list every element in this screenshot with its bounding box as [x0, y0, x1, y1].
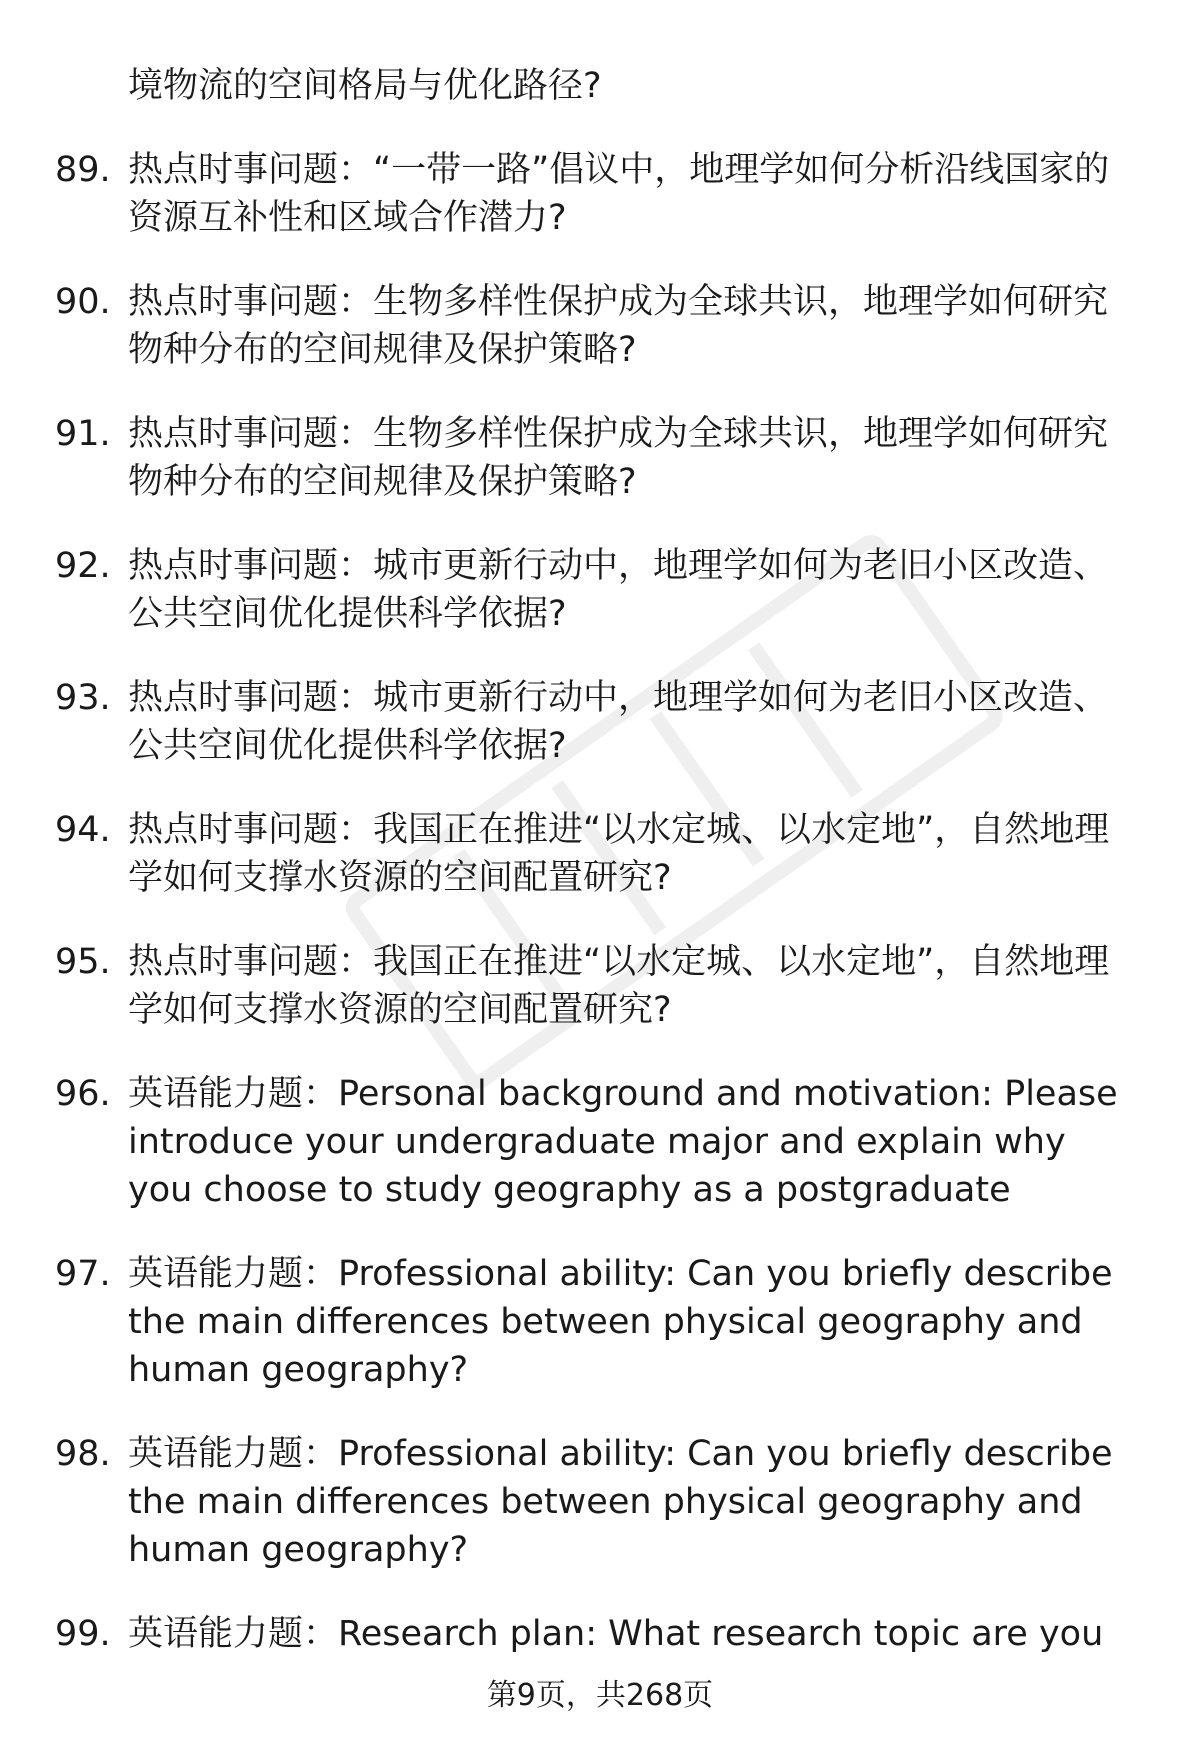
list-item: [55, 146, 1140, 242]
question-number: 93.: [55, 678, 111, 718]
question-text: 英语能力题：Personal background and motivation: Please introduce your undergraduate major and explain why you choose to study geography as a postgraduate: [128, 1074, 1118, 1210]
question-number: 96.: [55, 1074, 111, 1114]
question-text: 境物流的空间格局与优化路径?: [128, 66, 602, 106]
question-text: 英语能力题：Research plan: What research topic are you: [128, 1614, 1104, 1654]
list-item-continuation: [55, 62, 1140, 110]
question-number: 99.: [55, 1614, 111, 1654]
list-item: [55, 410, 1140, 506]
question-text: 热点时事问题：生物多样性保护成为全球共识，地理学如何研究物种分布的空间规律及保护策略?: [128, 282, 1109, 370]
question-text: 热点时事问题：“一带一路”倡议中，地理学如何分析沿线国家的资源互补性和区域合作潜力?: [128, 150, 1110, 238]
question-number: 97.: [55, 1254, 111, 1294]
list-item: [55, 278, 1140, 374]
question-text: 热点时事问题：城市更新行动中，地理学如何为老旧小区改造、公共空间优化提供科学依据?: [128, 678, 1109, 766]
question-text: 热点时事问题：城市更新行动中，地理学如何为老旧小区改造、公共空间优化提供科学依据?: [128, 546, 1109, 634]
list-item: [55, 1430, 1140, 1574]
question-number: 98.: [55, 1434, 111, 1474]
question-text: 热点时事问题：我国正在推进“以水定城、以水定地”，自然地理学如何支撑水资源的空间配置研究?: [128, 942, 1110, 1030]
question-text: 热点时事问题：生物多样性保护成为全球共识，地理学如何研究物种分布的空间规律及保护策略?: [128, 414, 1109, 502]
question-number: 90.: [55, 282, 111, 322]
list-item: [55, 1610, 1140, 1658]
list-item: [55, 938, 1140, 1034]
list-item: [55, 1070, 1140, 1214]
question-number: 91.: [55, 414, 111, 454]
question-number: 95.: [55, 942, 111, 982]
question-text: 英语能力题：Professional ability: Can you briefly describe the main differences between physical geography and human geography?: [128, 1254, 1113, 1390]
list-item: [55, 806, 1140, 902]
question-list: [55, 62, 1140, 1694]
question-number: 89.: [55, 150, 111, 190]
list-item: [55, 674, 1140, 770]
page-footer: 第9页，共268页: [486, 1678, 714, 1713]
question-text: 英语能力题：Professional ability: Can you briefly describe the main differences between physical geography and human geography?: [128, 1434, 1113, 1570]
question-number: 94.: [55, 810, 111, 850]
list-item: [55, 542, 1140, 638]
question-number: 92.: [55, 546, 111, 586]
question-text: 热点时事问题：我国正在推进“以水定城、以水定地”，自然地理学如何支撑水资源的空间配置研究?: [128, 810, 1110, 898]
list-item: [55, 1250, 1140, 1394]
